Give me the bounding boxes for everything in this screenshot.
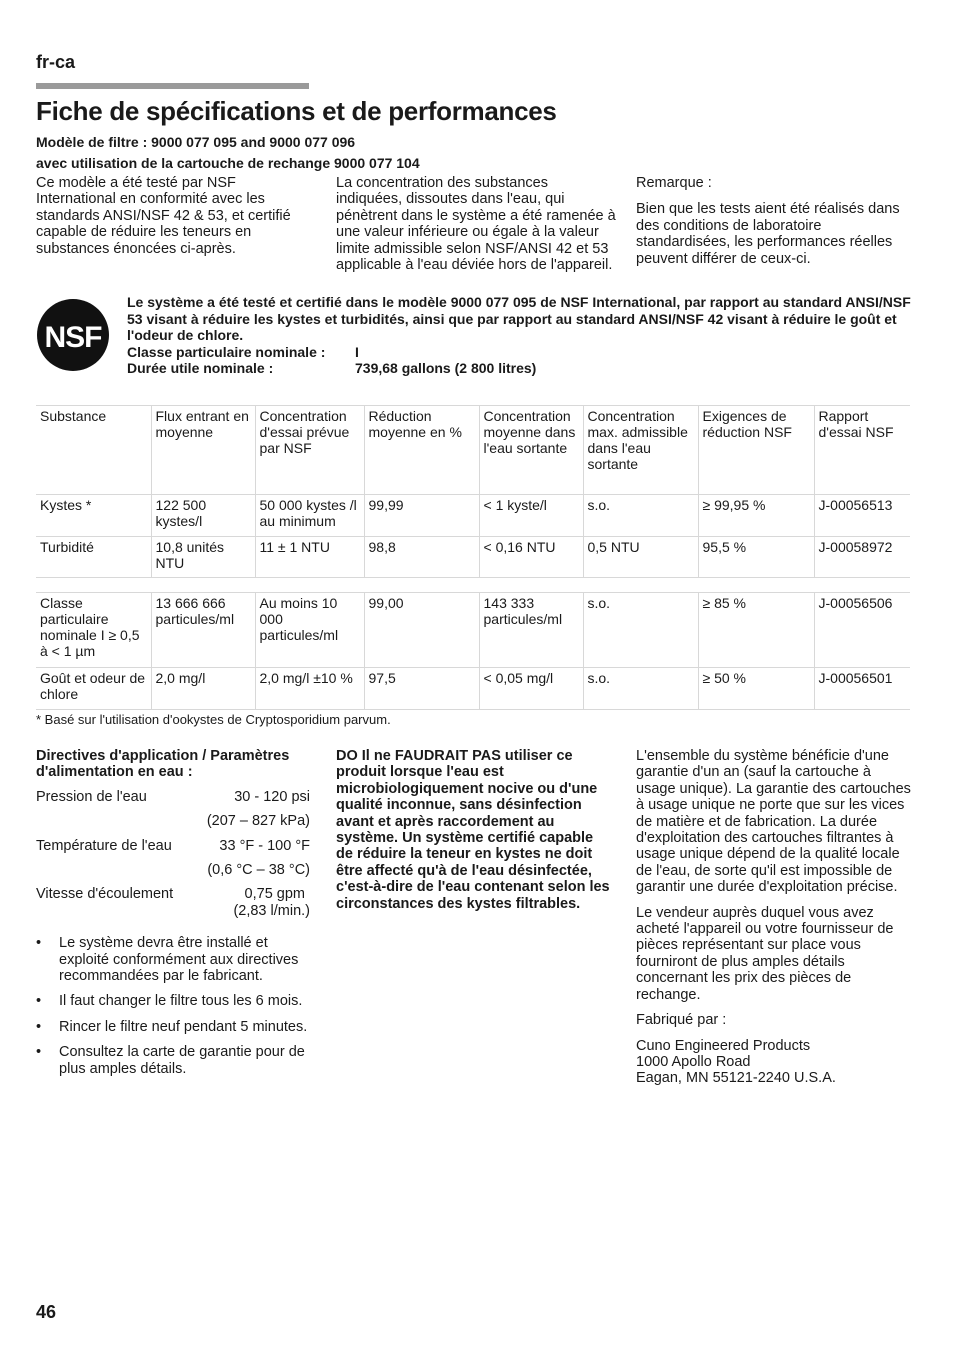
flow-alt: (2,83 l/min.) <box>233 902 310 919</box>
pressure-row <box>36 789 310 805</box>
table-cell: s.o. <box>583 495 698 537</box>
address-line: Cuno Engineered Products <box>636 1037 811 1054</box>
class-label: Classe particulaire nominale : <box>127 343 326 360</box>
header-cell: Concentration moyenne dans l'eau sortante <box>479 406 583 495</box>
intro-column-3 <box>636 175 916 277</box>
filter-model: Modèle de filtre : 9000 077 095 and 9000 077 096 <box>36 134 356 150</box>
language-label: fr-ca <box>36 52 76 72</box>
address-line: Eagan, MN 55121-2240 U.S.A. <box>636 1070 836 1087</box>
table-cell: 0,5 NTU <box>583 537 698 578</box>
replacement-cartridge: avec utilisation de la cartouche de rechange 9000 077 104 <box>36 155 420 171</box>
header-cell: Substance <box>36 406 151 495</box>
table-row <box>36 537 910 578</box>
table-cell: < 0,05 mg/l <box>479 668 583 710</box>
page-number: 46 <box>36 1302 57 1322</box>
table-cell: 99,00 <box>364 593 479 668</box>
address-line: 1000 Apollo Road <box>636 1053 751 1070</box>
header-cell: Concentration d'essai prévue par NSF <box>255 406 364 495</box>
page-title: Fiche de spécifications et de performances <box>36 96 557 126</box>
warranty-column <box>636 748 912 1087</box>
directives-list <box>36 935 310 1077</box>
list-item: • Il faut changer le filtre tous les 6 mois. <box>36 993 310 1009</box>
table-cell: < 0,16 NTU <box>479 537 583 578</box>
class-value: I <box>355 343 359 360</box>
flow-label: Vitesse d'écoulement <box>36 886 174 903</box>
directives-column <box>36 748 310 1086</box>
remark-text: Bien que les tests aient été réalisés dans des conditions de laboratoire standardisées, les performances réelles peuvent différer de ceux-ci. <box>636 201 900 267</box>
temperature-row <box>36 838 310 854</box>
table-cell: 13 666 666 particules/ml <box>151 593 255 668</box>
table-cell: 50 000 kystes /l au minimum <box>255 495 364 537</box>
pressure-alt: (207 – 827 kPa) <box>206 813 310 830</box>
table-cell: J-00058972 <box>814 537 910 578</box>
table-cell: < 1 kyste/l <box>479 495 583 537</box>
table-row <box>36 495 910 537</box>
table-cell: ≥ 50 % <box>698 668 814 710</box>
table-cell: Kystes * <box>36 495 151 537</box>
header-cell: Flux entrant en moyenne <box>151 406 255 495</box>
intro-column-1: Ce modèle a été testé par NSF International en conformité avec les standards ANSI/NSF 42 & 53, et certifié capable de réduire les teneurs en substances énoncées ci-après. <box>36 175 291 257</box>
list-item: • Consultez la carte de garantie pour de plus amples détails. <box>36 1044 310 1077</box>
table-footnote: * Basé sur l'utilisation d'ookystes de Cryptosporidium parvum. <box>36 712 391 727</box>
table-cell: 2,0 mg/l ±10 % <box>255 668 364 710</box>
pressure-value: 30 - 120 psi <box>234 788 310 805</box>
table-cell: 2,0 mg/l <box>151 668 255 710</box>
table-cell: 97,5 <box>364 668 479 710</box>
header-cell: Réduction moyenne en % <box>364 406 479 495</box>
table-row <box>36 668 910 710</box>
table-cell: 122 500 kystes/l <box>151 495 255 537</box>
table-cell: s.o. <box>583 593 698 668</box>
table-cell: J-00056513 <box>814 495 910 537</box>
table-cell: Goût et odeur de chlore <box>36 668 151 710</box>
table-cell: 98,8 <box>364 537 479 578</box>
table-cell: 10,8 unités NTU <box>151 537 255 578</box>
flow-value: 0,75 gpm <box>244 886 305 903</box>
table-cell: Turbidité <box>36 537 151 578</box>
list-item: • Rincer le filtre neuf pendant 5 minutes. <box>36 1019 310 1035</box>
table-cell: ≥ 85 % <box>698 593 814 668</box>
temperature-value: 33 °F - 100 °F <box>219 837 310 854</box>
table-cell: ≥ 99,95 % <box>698 495 814 537</box>
temperature-label: Température de l'eau <box>36 837 172 854</box>
table-cell: Classe particulaire nominale I ≥ 0,5 à < 1 µm <box>36 593 151 668</box>
remark-label: Remarque : <box>636 175 712 191</box>
nsf-logo-icon <box>36 295 110 375</box>
table-cell: 95,5 % <box>698 537 814 578</box>
certification-statement: Le système a été testé et certifié dans le modèle 9000 077 095 de NSF International, par rapport au standard ANSI/NSF 53 visant à réduire les kystes et turbidités, ainsi que par rapport au standard ANSI/NSF 42 visant à réduire le goût et l'odeur de chlore. <box>127 294 911 344</box>
pressure-label: Pression de l'eau <box>36 788 147 805</box>
table-cell: 11 ± 1 NTU <box>255 537 364 578</box>
manufacturer-label: Fabriqué par : <box>636 1012 727 1029</box>
warning-text: DO Il ne FAUDRAIT PAS utiliser ce produit lorsque l'eau est microbiologiquement nocive ou d'une qualité inconnue, sans désinfection avant et après raccordement au système. Un système certifié capable de réduire la teneur en kystes ne doit être affecté qu'à de l'eau désinfectée, c'est-à-dire de l'eau contenant selon les circonstances des kystes filtrables. <box>336 748 610 912</box>
table-cell: Au moins 10 000 particules/ml <box>255 593 364 668</box>
list-item: • Le système devra être installé et exploité conformément aux directives recommandées par le fabricant. <box>36 935 310 984</box>
directives-heading: Directives d'application / Paramètres d'alimentation en eau : <box>36 748 290 781</box>
table-row <box>36 593 910 668</box>
header-cell: Rapport d'essai NSF <box>814 406 910 495</box>
table-cell: 143 333 particules/ml <box>479 593 583 668</box>
table-cell: s.o. <box>583 668 698 710</box>
nsf-logo-text: NSF <box>44 321 102 354</box>
temperature-alt: (0,6 °C – 38 °C) <box>207 862 310 879</box>
table-cell: J-00056506 <box>814 593 910 668</box>
table-cell: J-00056501 <box>814 668 910 710</box>
life-label: Durée utile nominale : <box>127 360 274 377</box>
performance-table-continued <box>36 592 910 710</box>
table-header-row <box>36 406 910 495</box>
dealer-paragraph: Le vendeur auprès duquel vous avez acheté l'appareil ou votre fournisseur de pièces représentant sur place vous fourniront de plus amples détails concernant les prix des pièces de rechange. <box>636 904 894 1003</box>
header-rule <box>36 83 309 89</box>
performance-table <box>36 405 910 578</box>
warranty-paragraph: L'ensemble du système bénéficie d'une garantie d'un an (sauf la cartouche à usage unique). La garantie des cartouches à usage unique ne porte que sur les vices de matière et de fabrication. La durée d'exploitation des cartouches filtrantes à usage unique dépend de la qualité locale de l'eau, de sorte qu'il est impossible de garantir une durée d'exploitation précise. <box>636 748 911 896</box>
header-cell: Concentration max. admissible dans l'eau sortante <box>583 406 698 495</box>
intro-column-2: La concentration des substances indiquées, dissoutes dans l'eau, qui pénètrent dans le système a été ramenée à une valeur inférieure ou égale à la valeur limite admissible selon NSF/ANSI 42 et 53 applicable à l'eau déviée hors de l'appareil. <box>336 175 616 274</box>
life-value: 739,68 gallons (2 800 litres) <box>355 360 537 377</box>
flow-row <box>36 886 310 902</box>
nsf-certification <box>127 294 917 377</box>
table-cell: 99,99 <box>364 495 479 537</box>
header-cell: Exigences de réduction NSF <box>698 406 814 495</box>
